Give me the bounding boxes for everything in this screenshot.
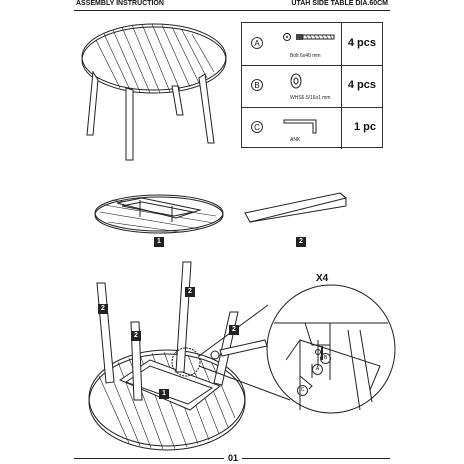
part-letter: B: [251, 79, 263, 91]
leg-label-2: 2: [185, 287, 195, 297]
page-number: 01: [224, 453, 242, 463]
quantity-label: X4: [316, 273, 329, 284]
bolt-icon: [282, 27, 338, 47]
leg-label-1: 2: [98, 304, 108, 314]
part-2-leg: [245, 193, 346, 222]
parts-table: [241, 22, 383, 148]
detail-label-a: A: [312, 364, 323, 375]
part-qty: 4 pcs: [347, 79, 376, 91]
part-letter: C: [251, 121, 263, 133]
detail-view: [267, 285, 395, 413]
part-letter: A: [251, 37, 263, 49]
assembled-table: [82, 24, 226, 160]
product-title: UTAH SIDE TABLE DIA.60CM: [291, 0, 388, 7]
divider: [341, 107, 342, 149]
part-row-b: [242, 65, 382, 108]
part-2-label: 2: [296, 237, 306, 247]
divider: [341, 65, 342, 107]
part-desc: Bolt 6x40 mm: [290, 53, 321, 59]
part-desc: WHS6.5/16x1 mm: [290, 95, 331, 101]
part-qty: 4 pcs: [347, 37, 376, 49]
detail-label-c: C: [297, 385, 308, 396]
part-1-label: 1: [154, 237, 164, 247]
part-qty: 1 pc: [353, 121, 376, 133]
top-label: 1: [159, 389, 169, 399]
part-row-c: [242, 107, 382, 149]
part-desc: ANK: [290, 137, 301, 143]
part-row-a: [242, 23, 382, 66]
detail-label-b: B: [320, 353, 331, 364]
divider: [341, 23, 342, 65]
leg-label-4: 2: [229, 325, 239, 335]
leg-label-3: 2: [131, 331, 141, 341]
part-1-tabletop: [95, 195, 223, 233]
doc-title: ASSEMBLY INSTRUCTION: [76, 0, 164, 7]
